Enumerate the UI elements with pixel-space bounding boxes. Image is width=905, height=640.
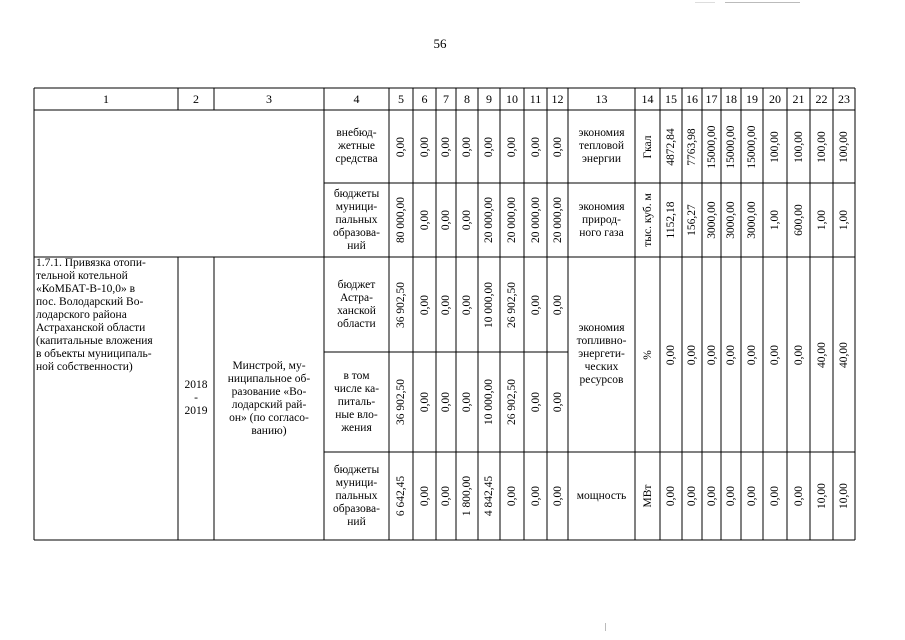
measure-name-line: (капитальные вложения	[36, 335, 153, 347]
finance-value: 0,00	[418, 294, 431, 315]
target-value: 0,00	[792, 344, 805, 365]
indicator-unit: тыс. куб. м	[641, 193, 654, 247]
finance-value-cell	[524, 183, 547, 257]
col-header-3: 3	[266, 91, 272, 106]
finance-value: 0,00	[551, 485, 564, 507]
measure-name-line: ной собственности)	[36, 361, 133, 373]
finance-value: 1 800,00	[461, 475, 473, 517]
page-number: 56	[433, 36, 447, 51]
col-header-13: 13	[595, 91, 608, 106]
finance-value: 0,00	[506, 136, 518, 157]
finance-value-cell	[436, 183, 456, 257]
finance-value-cell	[456, 352, 478, 452]
target-value: 0,00	[705, 344, 718, 365]
target-value: 0,00	[792, 485, 805, 507]
finance-value: 0,00	[418, 485, 431, 507]
finance-value-cell	[500, 183, 524, 257]
finance-value-cell	[389, 352, 413, 452]
target-value: 0,00	[686, 344, 698, 365]
finance-value: 36 902,50	[395, 379, 407, 425]
finance-value-cell	[524, 352, 547, 452]
finance-value: 0,00	[506, 485, 518, 507]
target-value: 0,00	[686, 485, 698, 507]
target-value-cell	[741, 183, 763, 257]
finance-value-cell	[524, 110, 547, 183]
col-header-1: 1	[103, 91, 109, 106]
target-value-cell	[721, 257, 741, 452]
target-value-cell	[833, 110, 855, 183]
finance-value-cell	[478, 110, 500, 183]
finance-value: 0,00	[529, 136, 542, 157]
finance-value: 20 000,00	[506, 197, 518, 243]
target-value-cell	[763, 452, 787, 540]
finance-value-cell	[456, 183, 478, 257]
target-value: 100,00	[769, 130, 781, 163]
finance-value: 26 902,50	[506, 281, 518, 328]
target-value-cell	[810, 110, 833, 183]
target-value: 1,00	[838, 209, 850, 231]
target-value: 0,00	[769, 344, 781, 365]
target-value: 7763,98	[686, 127, 698, 166]
col-header-2: 2	[193, 91, 199, 106]
finance-value: 0,00	[440, 136, 452, 157]
target-value-cell	[833, 183, 855, 257]
target-value-cell	[810, 183, 833, 257]
target-value: 0,00	[725, 344, 737, 365]
finance-value-cell	[456, 110, 478, 183]
finance-value: 26 902,50	[506, 379, 518, 425]
finance-value: 0,00	[418, 391, 431, 413]
indicator-name: экономия топливно- энергети- ческих ресурсов	[576, 322, 627, 386]
target-value-cell	[682, 452, 702, 540]
indicator-unit-cell	[635, 110, 660, 183]
finance-value-cell	[456, 257, 478, 352]
measure-name-line: лодарского района	[36, 309, 127, 321]
target-value: 15000,00	[705, 124, 718, 169]
finance-value-cell	[456, 452, 478, 540]
col-header-6: 6	[421, 91, 428, 106]
target-value: 100,00	[815, 130, 828, 163]
finance-value: 0,00	[529, 391, 542, 413]
finance-value: 0,00	[461, 391, 473, 413]
target-value: 100,00	[838, 130, 850, 163]
finance-value-cell	[478, 257, 500, 352]
target-value-cell	[682, 183, 702, 257]
finance-value-cell	[436, 110, 456, 183]
finance-value: 0,00	[418, 136, 431, 157]
indicator-name: мощность	[576, 489, 627, 502]
funding-source: бюджеты муници- пальных образова- ний	[333, 187, 380, 252]
finance-value: 0,00	[440, 209, 452, 231]
funding-source: внебюд- жетные средства	[335, 127, 378, 165]
target-value: 600,00	[792, 204, 805, 236]
target-value-cell	[660, 110, 682, 183]
finance-value-cell	[413, 257, 436, 352]
target-value-cell	[721, 110, 741, 183]
indicator-unit: Гкал	[641, 134, 654, 159]
scan-artifact	[605, 623, 606, 631]
col-header-18: 18	[725, 91, 737, 106]
measure-name-line: 1.7.1. Привязка отопи-	[36, 257, 146, 269]
col-header-15: 15	[665, 91, 677, 106]
target-value-cell	[763, 183, 787, 257]
finance-value-cell	[436, 257, 456, 352]
indicator-name: экономия природ- ного газа	[578, 200, 625, 239]
col-header-22: 22	[815, 91, 828, 106]
target-value-cell	[741, 452, 763, 540]
funding-source: бюджеты муници- пальных образова- ний	[333, 463, 380, 528]
target-value: 3000,00	[705, 201, 718, 239]
target-value-cell	[787, 452, 810, 540]
finance-value-cell	[500, 257, 524, 352]
indicator-unit: МВт	[641, 484, 654, 508]
target-value-cell	[682, 110, 702, 183]
executor: Минстрой, му- ниципальное об- разование «Во- лодарский рай- он» (по согласо- ванию)	[227, 359, 311, 437]
target-value: 1,00	[769, 209, 781, 231]
target-value-cell	[763, 110, 787, 183]
target-value-cell	[833, 257, 855, 452]
target-value: 10,00	[838, 483, 850, 509]
target-value: 3000,00	[746, 201, 758, 239]
target-value-cell	[702, 452, 721, 540]
finance-value-cell	[547, 352, 568, 452]
col-header-11: 11	[529, 91, 542, 106]
finance-value-cell	[524, 452, 547, 540]
target-value-cell	[682, 257, 702, 452]
finance-value: 0,00	[529, 485, 542, 507]
finance-value: 0,00	[461, 209, 473, 231]
finance-value-cell	[389, 452, 413, 540]
target-value: 0,00	[725, 485, 737, 507]
target-value: 100,00	[792, 130, 805, 163]
col-header-12: 12	[551, 91, 564, 106]
measure-name-line: в объекты муниципаль-	[36, 348, 152, 360]
finance-value-cell	[547, 110, 568, 183]
target-value-cell	[702, 183, 721, 257]
finance-value-cell	[389, 110, 413, 183]
finance-value: 6 642,45	[395, 475, 407, 517]
target-value: 0,00	[746, 485, 758, 507]
finance-value: 0,00	[483, 136, 495, 157]
finance-value-cell	[500, 110, 524, 183]
finance-value-cell	[413, 352, 436, 452]
target-value-cell	[660, 452, 682, 540]
target-value-cell	[660, 257, 682, 452]
finance-value-cell	[389, 183, 413, 257]
finance-value: 0,00	[529, 294, 542, 315]
finance-value: 36 902,50	[395, 281, 407, 328]
finance-value-cell	[547, 452, 568, 540]
col-header-14: 14	[641, 91, 654, 106]
finance-value: 20 000,00	[483, 197, 495, 243]
finance-value: 0,00	[440, 485, 452, 507]
finance-value: 0,00	[440, 391, 452, 413]
finance-value-cell	[413, 110, 436, 183]
finance-value-cell	[500, 352, 524, 452]
col-header-10: 10	[506, 91, 518, 106]
finance-value-cell	[500, 452, 524, 540]
target-value: 15000,00	[746, 124, 758, 169]
target-value-cell	[787, 257, 810, 452]
indicator-unit-cell	[635, 452, 660, 540]
col-header-9: 9	[486, 91, 492, 106]
measure-name-line: тельной котельной	[36, 270, 128, 282]
finance-value-cell	[524, 257, 547, 352]
target-value: 0,00	[665, 485, 677, 507]
finance-value: 0,00	[461, 294, 473, 315]
finance-value-cell	[436, 352, 456, 452]
target-value: 10,00	[815, 483, 828, 509]
col-header-5: 5	[398, 91, 404, 106]
finance-value: 10 000,00	[483, 379, 495, 425]
target-value-cell	[741, 110, 763, 183]
col-header-23: 23	[838, 91, 850, 106]
indicator-unit-cell	[635, 183, 660, 257]
finance-value: 0,00	[461, 136, 473, 157]
measure-name-line: Астраханской области	[36, 322, 146, 334]
target-value-cell	[702, 110, 721, 183]
target-value: 40,00	[815, 341, 828, 368]
finance-value-cell	[478, 452, 500, 540]
col-header-7: 7	[443, 91, 449, 106]
funding-source: в том числе ка- питаль- ные вло- жения	[333, 369, 380, 434]
funding-source: бюджет Астра- ханской области	[337, 278, 376, 330]
finance-value: 20 000,00	[529, 197, 542, 243]
indicator-unit-cell	[635, 257, 660, 452]
target-value-cell	[810, 257, 833, 452]
target-value: 15000,00	[725, 124, 737, 169]
implementation-period: 2018 - 2019	[184, 379, 208, 417]
finance-value: 10 000,00	[483, 281, 495, 328]
target-value-cell	[721, 183, 741, 257]
finance-value: 0,00	[418, 209, 431, 231]
finance-value-cell	[547, 183, 568, 257]
target-value-cell	[763, 257, 787, 452]
finance-value-cell	[389, 257, 413, 352]
finance-value: 0,00	[551, 391, 564, 413]
target-value-cell	[702, 257, 721, 452]
measure-name	[36, 257, 176, 540]
target-value: 0,00	[705, 485, 718, 507]
target-value-cell	[787, 183, 810, 257]
target-value-cell	[833, 452, 855, 540]
finance-value-cell	[478, 183, 500, 257]
target-value: 0,00	[769, 485, 781, 507]
col-header-8: 8	[464, 91, 470, 106]
target-value: 0,00	[746, 344, 758, 365]
target-value: 0,00	[665, 344, 677, 365]
target-value-cell	[810, 452, 833, 540]
col-header-21: 21	[792, 91, 805, 106]
finance-value-cell	[478, 352, 500, 452]
target-value-cell	[660, 183, 682, 257]
target-value: 4872,84	[665, 127, 677, 166]
finance-value: 20 000,00	[551, 197, 564, 243]
target-value: 156,27	[686, 204, 698, 236]
measure-name-line: пос. Володарский Во-	[36, 296, 144, 308]
target-value-cell	[741, 257, 763, 452]
finance-value: 4 842,45	[483, 475, 495, 517]
target-value: 1152,18	[665, 201, 677, 239]
indicator-unit: %	[641, 349, 654, 360]
col-header-17: 17	[705, 91, 718, 106]
finance-value-cell	[436, 452, 456, 540]
measure-name-line: «КоМБАТ-В-10,0» в	[36, 283, 136, 295]
finance-value-cell	[413, 452, 436, 540]
indicator-name: экономия тепловой энергии	[578, 127, 625, 165]
finance-value-cell	[413, 183, 436, 257]
col-header-19: 19	[746, 91, 758, 106]
finance-value: 0,00	[551, 294, 564, 315]
target-value-cell	[721, 452, 741, 540]
finance-value-cell	[547, 257, 568, 352]
col-header-16: 16	[686, 91, 698, 106]
finance-value: 0,00	[551, 136, 564, 157]
col-header-4: 4	[353, 91, 360, 106]
finance-value: 0,00	[395, 136, 407, 157]
col-header-20: 20	[769, 91, 781, 106]
target-value-cell	[787, 110, 810, 183]
target-value: 40,00	[838, 341, 850, 368]
finance-value: 0,00	[440, 294, 452, 315]
target-value: 1,00	[815, 209, 828, 231]
finance-value: 80 000,00	[395, 197, 407, 243]
target-value: 3000,00	[725, 201, 737, 239]
